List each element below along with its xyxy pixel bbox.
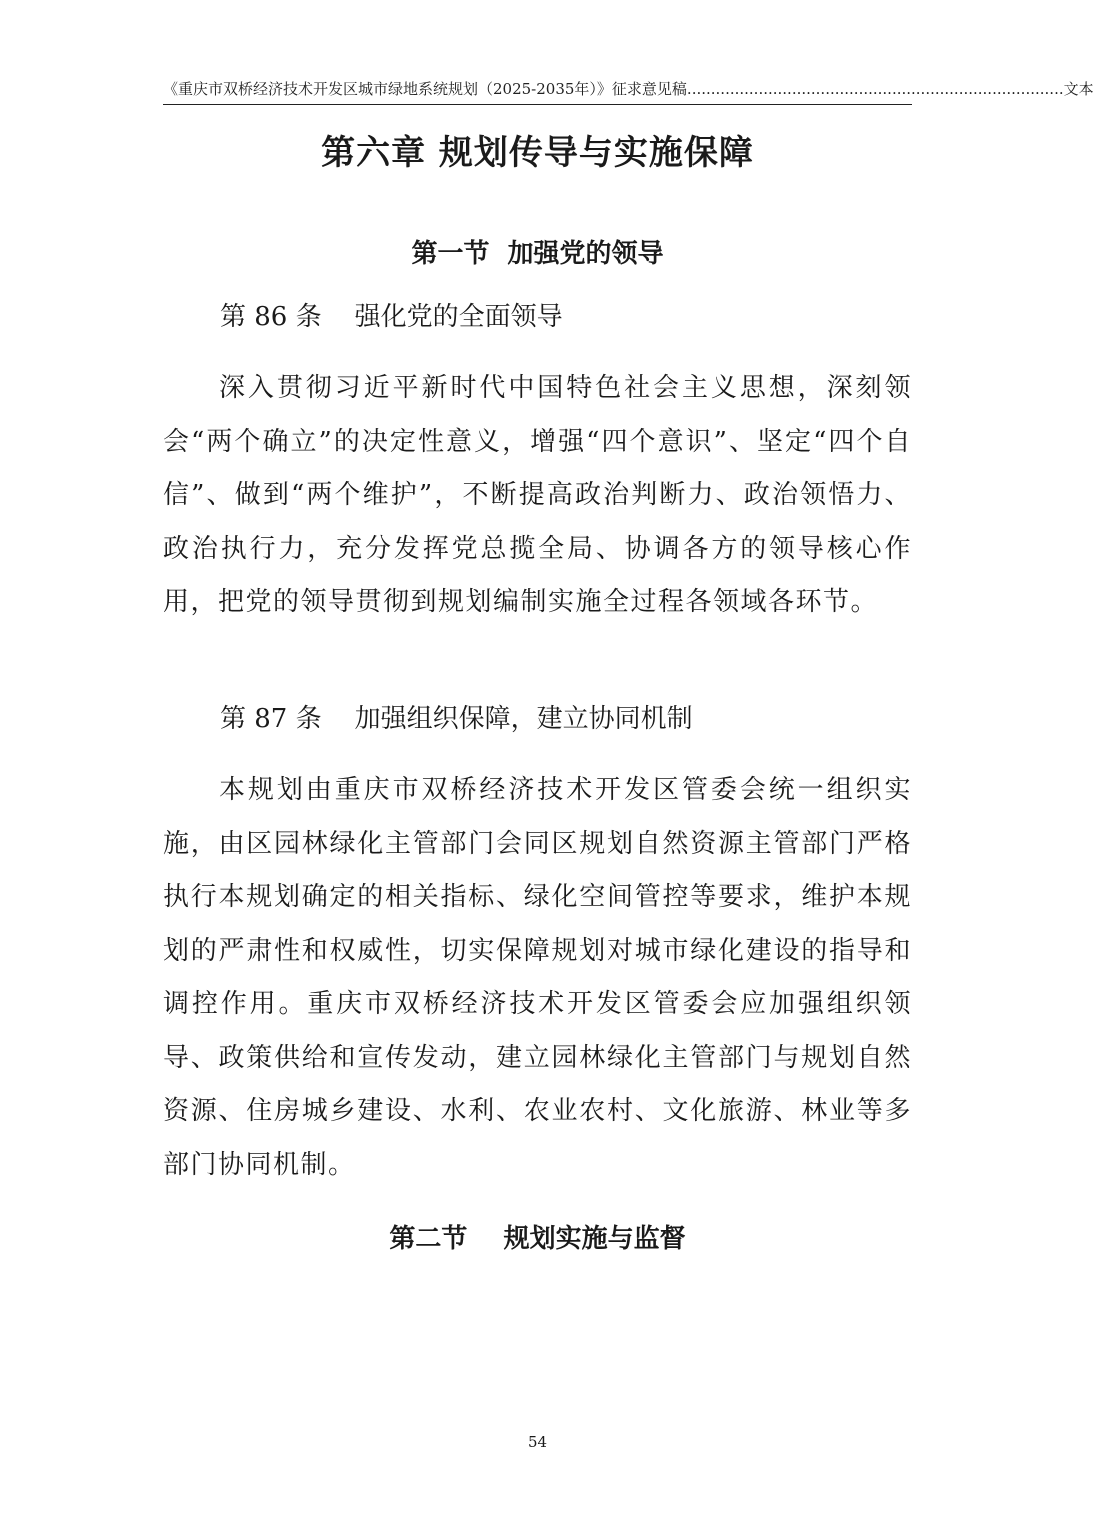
page-number: 54 <box>527 1433 548 1451</box>
section-title-1: 第一节 加强党的领导 <box>411 239 664 269</box>
article-title-87: 第 87 条 加强组织保障，建立协同机制 <box>220 704 693 734</box>
section-title-2: 第二节 规划实施与监督 <box>389 1224 686 1254</box>
article-body-87: 本规划由重庆市双桥经济技术开发区管委会统一组织实施，由区园林绿化主管部门会同区规划自然资源主管部门严格执行本规划确定的相关指标、绿化空间管控等要求，维护本规划的严肃性和权威性，切实保障规划对城市绿化建设的指导和调控作用。重庆市双桥经济技术开发区管委会应加强组织领导、政策供给和宣传发动，建立园林绿化主管部门与规划自然资源、住房城乡建设、水利、农业农村、文化旅游、林业等多部门协同机制。 <box>163 775 912 1180</box>
running-header-tag: 文本 <box>1063 80 1094 98</box>
running-header <box>163 79 1094 99</box>
running-header-leader: ............................................................................... <box>686 80 1064 98</box>
article-body-86: 深入贯彻习近平新时代中国特色社会主义思想，深刻领会“两个确立”的决定性意义，增强“四个意识”、坚定“四个自信”、做到“两个维护”，不断提高政治判断力、政治领悟力、政治执行力，充分发挥党总揽全局、协调各方的领导核心作用，把党的领导贯彻到规划编制实施全过程各领域各环节。 <box>163 373 912 617</box>
running-header-title: 《重庆市双桥经济技术开发区城市绿地系统规划（2025-2035年）》征求意见稿 <box>163 80 687 98</box>
article-title-86: 第 86 条 强化党的全面领导 <box>220 302 563 332</box>
chapter-title: 第六章 规划传导与实施保障 <box>321 133 754 173</box>
header-rule <box>163 104 912 105</box>
